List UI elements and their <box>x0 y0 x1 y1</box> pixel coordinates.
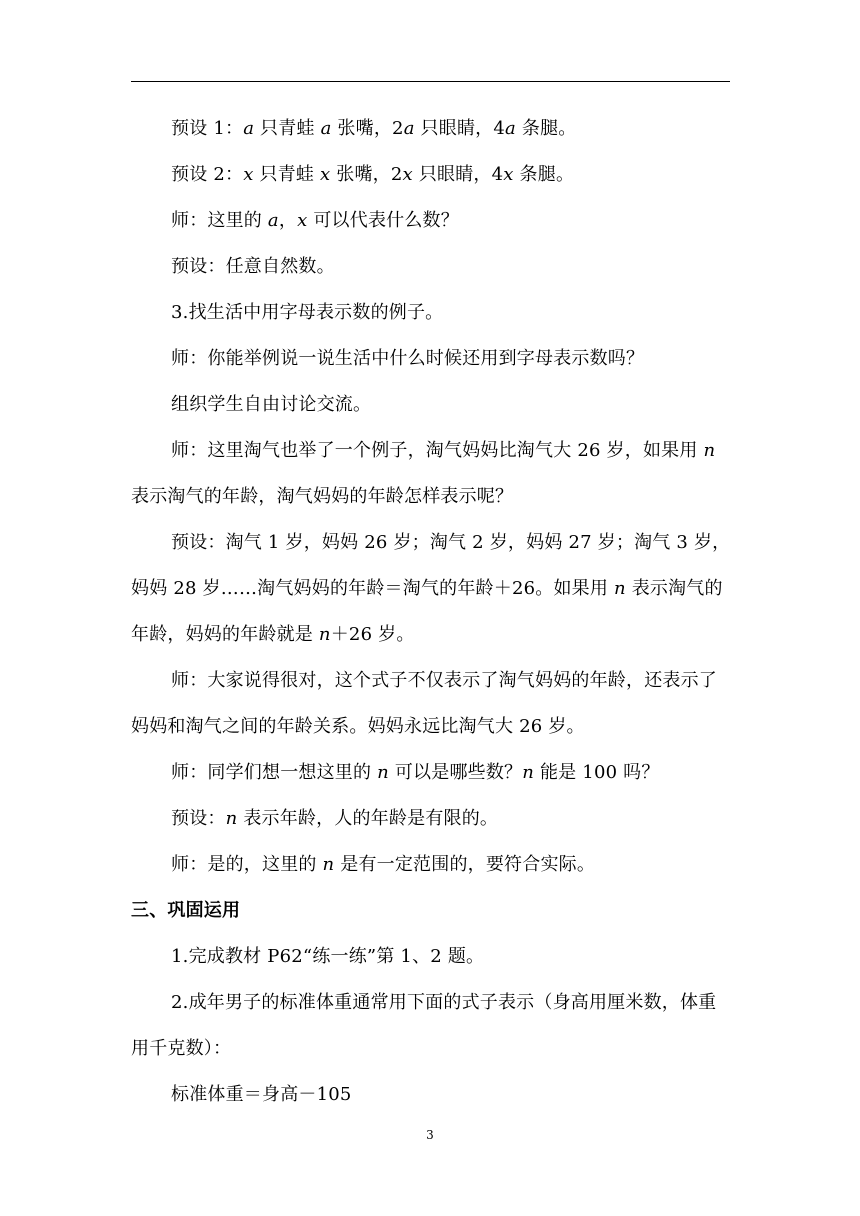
page-number: 3 <box>426 1128 434 1142</box>
variable-symbol: x <box>243 164 254 185</box>
text-run: 师：同学们想一想这里的 <box>171 762 378 783</box>
text-run: 可以代表什么数？ <box>307 210 459 231</box>
paragraph <box>131 106 733 152</box>
variable-symbol: a <box>243 118 255 139</box>
text-run: 表示淘气的年龄，淘气妈妈的年龄怎样表示呢？ <box>131 440 722 507</box>
text-run: 是有一定范围的，要符合实际。 <box>334 854 596 875</box>
text-run: 三、巩固运用 <box>131 900 241 921</box>
text-run: 条腿。 <box>513 164 575 185</box>
text-run: 条腿。 <box>515 118 577 139</box>
paragraph <box>131 198 733 244</box>
variable-symbol: a <box>267 210 279 231</box>
text-run: 张嘴，2 <box>330 164 403 185</box>
text-run: 预设：淘气 1 岁，妈妈 26 岁；淘气 2 岁，妈妈 27 岁；淘气 3 岁，妈妈 28 岁……淘气妈妈的年龄＝淘气的年龄＋26。如果用 <box>131 532 731 599</box>
text-run: 表示淘气的年龄，妈妈的年龄就是 <box>131 578 723 645</box>
header-rule <box>131 81 730 82</box>
paragraph <box>131 750 733 796</box>
variable-symbol: n <box>225 808 238 829</box>
text-run: 只眼睛，4 <box>412 164 504 185</box>
variable-symbol: n <box>377 762 389 783</box>
variable-symbol: n <box>522 762 535 783</box>
text-run: 师：你能举例说一说生活中什么时候还用到字母表示数吗？ <box>171 348 645 369</box>
text-run: ， <box>278 210 298 231</box>
variable-symbol: n <box>318 624 331 645</box>
paragraph <box>131 244 733 290</box>
text-run: 只青蛙 <box>254 118 321 139</box>
variable-symbol: n <box>613 578 626 599</box>
variable-symbol: a <box>505 118 516 139</box>
variable-symbol: x <box>503 164 514 185</box>
text-run: 可以是哪些数？ <box>388 762 523 783</box>
paragraph <box>131 290 733 336</box>
paragraph <box>131 428 733 520</box>
text-run: 预设： <box>171 808 226 829</box>
text-run: 标准体重＝身高－105 <box>171 1084 352 1105</box>
text-run: 预设 2： <box>171 164 244 185</box>
text-run: 师：这里的 <box>171 210 268 231</box>
variable-symbol: n <box>703 440 716 461</box>
paragraph <box>131 1072 733 1118</box>
text-run: 师：是的，这里的 <box>171 854 323 875</box>
text-run: 表示年龄，人的年龄是有限的。 <box>237 808 499 829</box>
text-run: 预设：任意自然数。 <box>171 256 335 277</box>
paragraph <box>131 152 733 198</box>
text-run: ＋26 岁。 <box>330 624 415 645</box>
variable-symbol: n <box>322 854 335 875</box>
paragraph <box>131 842 733 888</box>
paragraph <box>131 980 733 1072</box>
paragraph <box>131 382 733 428</box>
variable-symbol: x <box>320 164 331 185</box>
text-run: 3.找生活中用字母表示数的例子。 <box>171 302 444 323</box>
paragraph <box>131 934 733 980</box>
text-run: 师：这里淘气也举了一个例子，淘气妈妈比淘气大 26 岁，如果用 <box>171 440 704 461</box>
text-run: 师：大家说得很对，这个式子不仅表示了淘气妈妈的年龄，还表示了妈妈和淘气之间的年龄关系。妈妈永远比淘气大 26 岁。 <box>131 670 717 737</box>
paragraph <box>131 336 733 382</box>
document-body <box>131 106 733 1118</box>
variable-symbol: a <box>403 118 415 139</box>
variable-symbol: x <box>297 210 308 231</box>
paragraph <box>131 658 733 750</box>
text-run: 只眼睛，4 <box>414 118 506 139</box>
variable-symbol: x <box>402 164 413 185</box>
section-heading <box>131 888 733 934</box>
text-run: 只青蛙 <box>253 164 320 185</box>
text-run: 组织学生自由讨论交流。 <box>171 394 372 415</box>
variable-symbol: a <box>320 118 332 139</box>
paragraph <box>131 796 733 842</box>
paragraph <box>131 520 733 658</box>
text-run: 2.成年男子的标准体重通常用下面的式子表示（身高用厘米数，体重用千克数）： <box>131 992 717 1059</box>
text-run: 1.完成教材 P62“练一练”第 1、2 题。 <box>171 946 485 967</box>
text-run: 张嘴，2 <box>331 118 404 139</box>
text-run: 预设 1： <box>171 118 244 139</box>
text-run: 能是 100 吗？ <box>534 762 660 783</box>
